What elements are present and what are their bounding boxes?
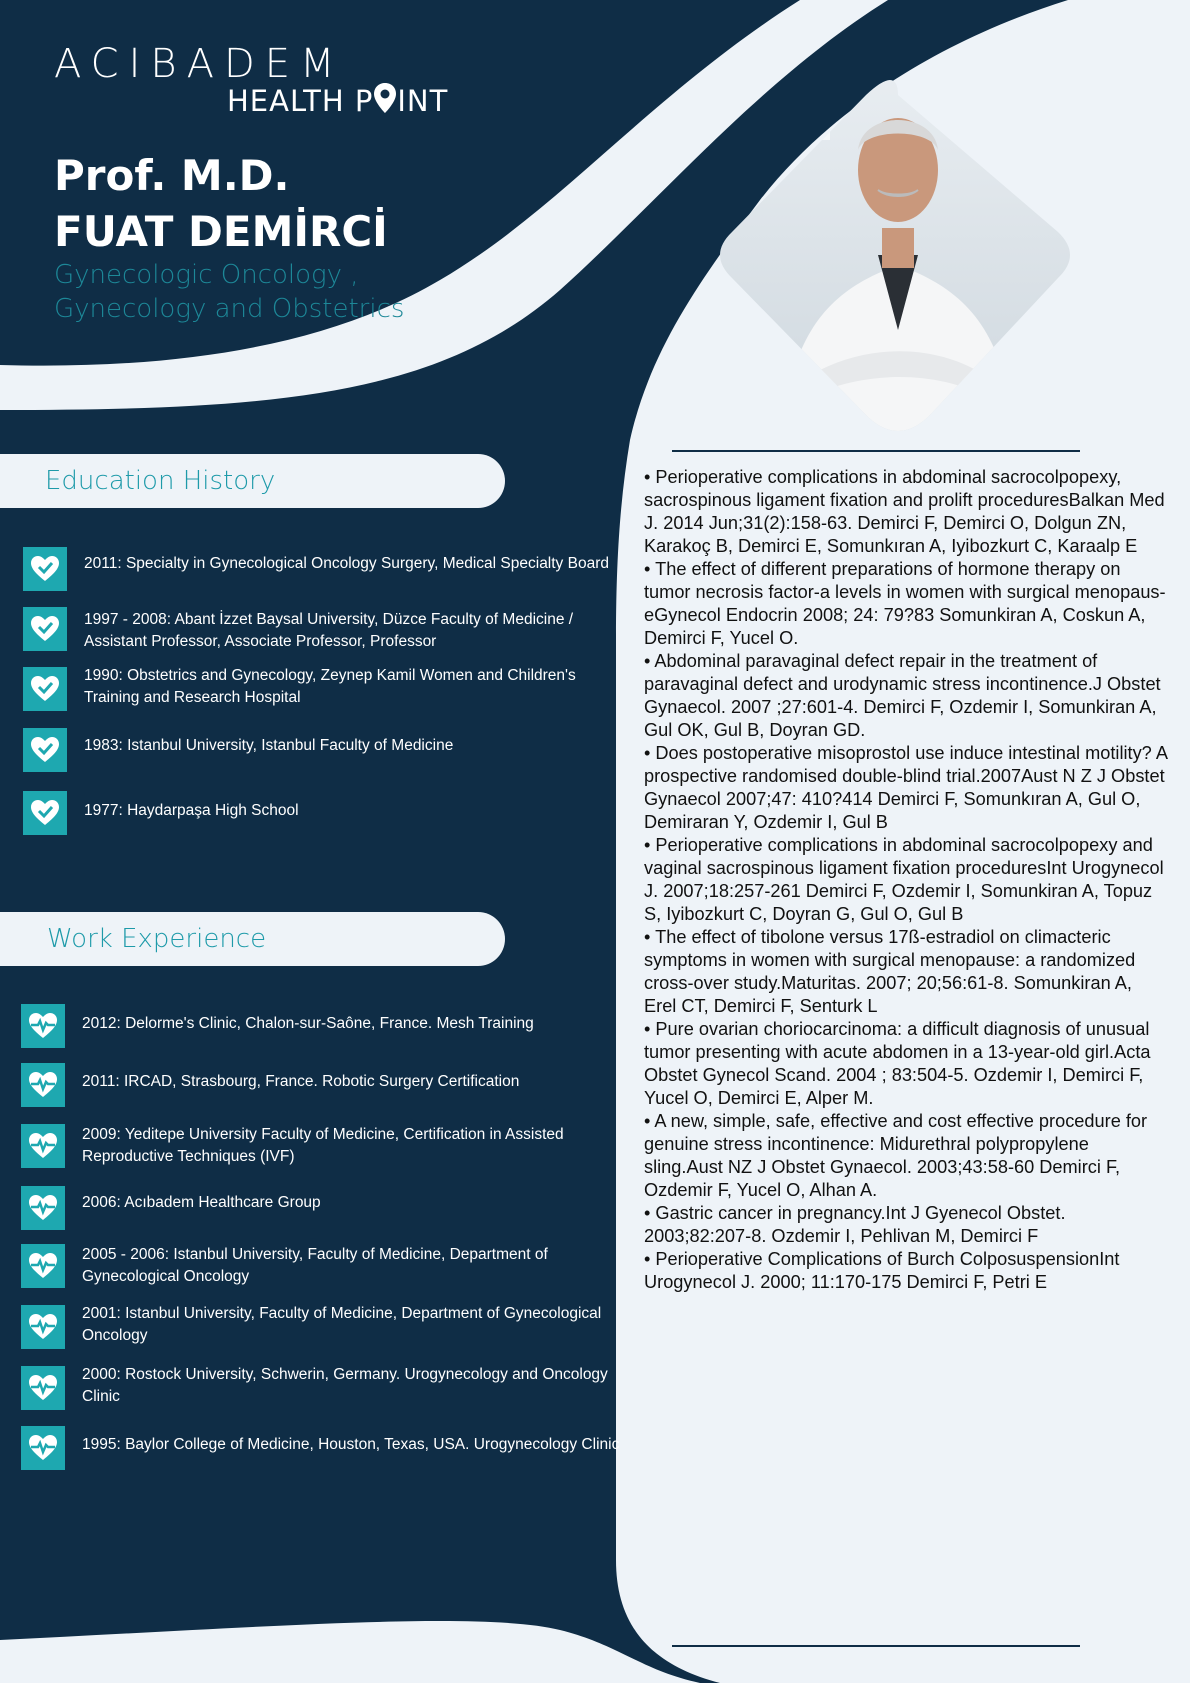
publications-top-divider	[672, 450, 1080, 452]
heart-pulse-icon	[21, 1004, 65, 1048]
work-item-text: 1995: Baylor College of Medicine, Houston, Texas, USA. Urogynecology Clinic	[82, 1436, 620, 1453]
work-item-text: 2009: Yeditepe University Faculty of Medicine, Certification in Assisted Reproductive Techniques (IVF)	[82, 1126, 564, 1165]
heart-check-icon	[23, 791, 67, 835]
publication-item: • Gastric cancer in pregnancy.Int J Gyenecol Obstet. 2003;82:207-8. Ozdemir I, Pehlivan M, Demirci F	[644, 1203, 1066, 1246]
logo-subtitle	[227, 82, 448, 118]
work-item-text: 2012: Delorme's Clinic, Chalon-sur-Saône, France. Mesh Training	[82, 1015, 534, 1032]
publication-item: • Does postoperative misoprostol use induce intestinal motility? A prospective randomised double-blind trial.2007Aust N Z J Obstet Gynaecol 2007;47: 410?414 Demirci F, Somunkıran A, Gul O, Demiraran Y, Ozdemir I, Gul B	[644, 743, 1167, 832]
work-item-text: 2006: Acıbadem Healthcare Group	[82, 1194, 321, 1211]
heart-pulse-icon	[21, 1186, 65, 1230]
publication-item: • Perioperative Complications of Burch ColposuspensionInt Urogynecol J. 2000; 11:170-175 Demirci F, Petri E	[644, 1249, 1120, 1292]
logo	[54, 41, 449, 118]
publication-item: • Perioperative complications in abdominal sacrocolpopexy and vaginal sacrospinous ligament fixation proceduresInt Urogynecol J. 2007;18:257-261 Demirci F, Ozdemir I, Somunkiran A, Topuz S, Iyibozkurt C, Doyran G, Gul O, Gul B	[644, 835, 1164, 924]
publication-item: • Abdominal paravaginal defect repair in the treatment of paravaginal defect and urodynamic stress incontinence.J Obstet Gynaecol. 2007 ;27:601-4. Demirci F, Ozdemir I, Somunkiran A, Gul OK, Gul B, Doyran GD.	[644, 651, 1161, 740]
work-item-text: 2000: Rostock University, Schwerin, Germany. Urogynecology and Oncology Clinic	[82, 1366, 608, 1405]
heart-pulse-icon	[21, 1366, 65, 1410]
heart-check-icon	[23, 547, 67, 591]
education-item-text: 1983: Istanbul University, Istanbul Faculty of Medicine	[84, 737, 454, 754]
heart-check-icon	[23, 667, 67, 711]
heart-check-icon	[23, 728, 67, 772]
work-section-title: Work Experience	[0, 912, 505, 966]
work-item-text: 2001: Istanbul University, Faculty of Medicine, Department of Gynecological Oncology	[82, 1305, 602, 1344]
doctor-name: FUAT DEMİRCİ	[54, 207, 388, 256]
logo-subtitle-post: INT	[397, 84, 449, 118]
education-item-text: 1990: Obstetrics and Gynecology, Zeynep Kamil Women and Children's Training and Research Hospital	[84, 667, 576, 706]
heart-pulse-icon	[21, 1244, 65, 1288]
heart-pulse-icon	[21, 1124, 65, 1168]
doctor-specialty: Gynecologic Oncology , Gynecology and Obstetrics	[54, 260, 405, 324]
location-pin-icon	[373, 82, 397, 114]
heart-pulse-icon	[21, 1426, 65, 1470]
work-item-text: 2011: IRCAD, Strasbourg, France. Robotic Surgery Certification	[82, 1073, 520, 1090]
education-item-text: 2011: Specialty in Gynecological Oncology Surgery, Medical Specialty Board	[84, 555, 609, 572]
publication-item: • A new, simple, safe, effective and cost effective procedure for genuine stress incontinence: Midurethral polypropylene sling.Aust NZ J Obstet Gynaecol. 2003;43:58-60 Demirci F, Ozdemir F, Yucel O, Alhan A.	[644, 1111, 1148, 1200]
heart-check-icon	[23, 607, 67, 651]
logo-brand: ACIBADEM	[54, 41, 345, 87]
education-item-text: 1977: Haydarpaşa High School	[84, 802, 299, 819]
publication-item: • Pure ovarian choriocarcinoma: a difficult diagnosis of unusual tumor presenting with acute abdomen in a 13-year-old girl.Acta Obstet Gynecol Scand. 2004 ; 83:504-5. Ozdemir I, Demirci F, Yucel O, Demirci E, Alper M.	[644, 1019, 1151, 1108]
publication-item: • Perioperative complications in abdominal sacrocolpopexy, sacrospinous ligament fixation and prolift proceduresBalkan Med J. 2014 Jun;31(2):158-63. Demirci F, Demirci O, Dolgun ZN, Karakoç B, Demirci E, Somunkıran A, Iyibozkurt C, Karaalp E	[644, 467, 1165, 556]
doctor-name-block	[54, 148, 388, 260]
publications-bottom-divider	[672, 1645, 1080, 1647]
heart-pulse-icon	[21, 1063, 65, 1107]
doctor-title: Prof. M.D.	[54, 151, 290, 200]
publications-list	[644, 466, 1169, 1294]
work-item-text: 2005 - 2006: Istanbul University, Faculty of Medicine, Department of Gynecological Oncology	[82, 1246, 548, 1285]
heart-pulse-icon	[21, 1305, 65, 1349]
logo-subtitle-pre: HEALTH P	[227, 84, 374, 118]
education-item-text: 1997 - 2008: Abant İzzet Baysal University, Düzce Faculty of Medicine / Assistant Professor, Associate Professor, Professor	[84, 611, 574, 650]
publication-item: • The effect of different preparations of hormone therapy on tumor necrosis factor-a levels in women with surgical menopaus-eGynecol Endocrin 2008; 24: 79?83 Somunkiran A, Coskun A, Demirci F, Yucel O.	[644, 559, 1166, 648]
education-section-title: Education History	[0, 454, 505, 508]
publication-item: • The effect of tibolone versus 17ß-estradiol on climacteric symptoms in women with surgical menopause: a randomized cross-over study.Maturitas. 2007; 20;56:61-8. Somunkiran A, Erel CT, Demirci F, Senturk L	[644, 927, 1136, 1016]
